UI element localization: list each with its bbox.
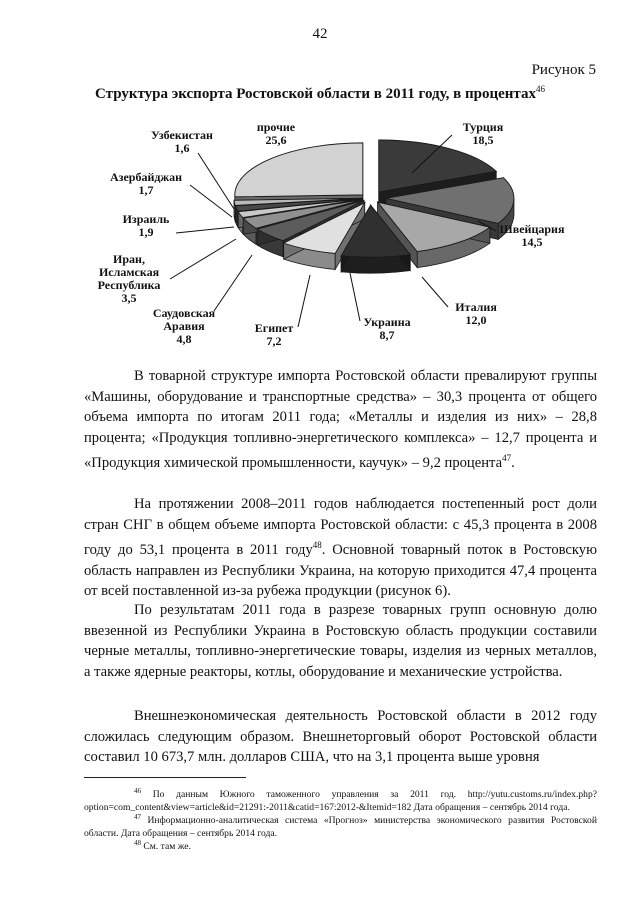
- footnote-48-number: 48: [134, 839, 141, 847]
- pie-label-7: [123, 212, 170, 239]
- pie-label-5-line-0: Саудовская: [152, 306, 216, 320]
- pie-label-3-line-1: 8,7: [379, 328, 395, 342]
- pie-leader-line-3: [350, 273, 360, 321]
- footnote-46: [84, 785, 597, 814]
- pie-label-5-line-2: 4,8: [176, 332, 192, 346]
- pie-label-2: [455, 300, 497, 327]
- paragraph-1-text: В товарной структуре импорта Ростовской области превалируют группы «Машины, оборудование и транспортные средства» – 30,3 процента от общего объема импорта по итогам 2011 года; «Металлы и изделия из них» – 28,8 процента; «Продукция топливно-энергетического комплекса» – 12,7 процента и «Продукция химической промышленности, каучук» – 9,2 процента: [84, 368, 597, 472]
- pie-label-8-line-0: Азербайджан: [109, 170, 183, 184]
- pie-label-9: [151, 128, 213, 155]
- pie-label-6-line-2: Республика: [97, 278, 161, 292]
- paragraph-2012-activity: Внешнеэкономическая деятельность Ростовской области в 2012 году сложилась следующим образом. Внешнеторговый оборот Ростовской области составил 10 673,7 млн. долларов США, что на 3,1 процента выше уровня: [84, 708, 597, 766]
- pie-label-1-line-0: Швейцария: [499, 222, 565, 236]
- footnote-ref-47: 47: [502, 453, 512, 464]
- pie-label-3: [363, 315, 410, 342]
- chart-title-text: Структура экспорта Ростовской области в 2011 году, в процентах: [95, 86, 536, 102]
- pie-label-9-line-0: Узбекистан: [151, 128, 213, 142]
- figure-label: Рисунок 5: [531, 62, 596, 78]
- pie-label-1: [500, 222, 565, 249]
- paragraph-cis-share: [84, 494, 597, 602]
- footnote-47-number: 47: [134, 813, 141, 821]
- footnote-47-text: Информационно-аналитическая система «Прогноз» министерства экономического развития Ростовской области. Дата обращения – сентябрь 2014 года.: [84, 815, 597, 840]
- pie-label-8-line-1: 1,7: [138, 183, 154, 197]
- footnote-ref-48: 48: [312, 540, 322, 551]
- pie-leader-line-7: [176, 227, 234, 233]
- footnote-46-number: 46: [134, 787, 141, 795]
- pie-label-0-line-0: Турция: [462, 120, 504, 134]
- pie-leader-line-8: [190, 185, 232, 217]
- paragraph-ukraine-goods: По результатам 2011 года в разрезе товарных групп основную долю ввезенной из Республики Украина в Ростовскую область продукции составили черные металлы, топливно-энергетические товары, изделия из черных металлов, а также ядерные реакторы, котлы, оборудование и механические устройства.: [84, 602, 597, 680]
- pie-label-8: [110, 170, 182, 197]
- pie-label-1-line-1: 14,5: [521, 235, 543, 249]
- pie-chart: [0, 105, 640, 360]
- pie-label-2-line-1: 12,0: [465, 313, 487, 327]
- pie-label-4-line-1: 7,2: [266, 334, 282, 348]
- pie-label-4-line-0: Египет: [254, 321, 294, 335]
- pie-label-3-line-0: Украина: [363, 315, 411, 329]
- paragraph-2-text: На протяжении 2008–2011 годов наблюдается постепенный рост доли стран СНГ в общем объеме импорта Ростовской области: с 45,3 процента в 2008 году до 53,1 процента в 2011 году: [84, 496, 597, 559]
- pie-label-5-line-1: Аравия: [163, 319, 205, 333]
- pie-label-5: [153, 306, 216, 346]
- pie-slices: [234, 140, 514, 273]
- footnote-48-text: См. там же.: [143, 841, 191, 853]
- paragraph-1-end: .: [511, 455, 515, 472]
- pie-label-0: [463, 120, 504, 147]
- pie-leader-line-4: [298, 275, 310, 327]
- footnote-46-text: По данным Южного таможенного управления за 2011 год. http://yutu.customs.ru/index.php?option=com_content&view=article&id=21291:-2011&catid=167:2012-&Itemid=182 Дата обращения – сентябрь 2014 года.: [84, 789, 597, 814]
- pie-label-4: [255, 321, 294, 348]
- paragraph-2-end: . Основной товарный поток в Ростовскую область направлен из Республики Украина, на которую приходится 47,4 процента от всей поставленной из-за рубежа продукции (рисунок 6).: [84, 542, 597, 600]
- pie-label-10-line-1: 25,6: [265, 133, 287, 147]
- pie-leader-line-9: [198, 153, 234, 209]
- pie-label-9-line-1: 1,6: [174, 141, 190, 155]
- pie-label-6-line-1: Исламская: [98, 265, 160, 279]
- pie-slice-top-10: [235, 143, 363, 197]
- pie-label-6-line-3: 3,5: [121, 291, 137, 305]
- pie-leader-line-6: [170, 239, 236, 279]
- footnote-divider: [84, 777, 246, 778]
- pie-label-7-line-1: 1,9: [138, 225, 154, 239]
- pie-label-0-line-1: 18,5: [472, 133, 494, 147]
- footnote-48: [84, 837, 597, 853]
- footnote-47: [84, 811, 597, 840]
- pie-leader-line-2: [422, 277, 448, 307]
- page-number: 42: [312, 26, 328, 42]
- pie-label-10-line-0: прочие: [256, 120, 296, 134]
- chart-title: [0, 84, 640, 103]
- pie-leader-line-5: [214, 255, 252, 311]
- paragraph-import-structure: [84, 366, 597, 474]
- pie-label-6-line-0: Иран,: [113, 252, 145, 266]
- chart-title-footnote-ref: 46: [535, 84, 545, 94]
- pie-label-10: [257, 120, 296, 147]
- pie-label-7-line-0: Израиль: [122, 212, 170, 226]
- pie-label-2-line-0: Италия: [455, 300, 497, 314]
- pie-label-6: [98, 252, 161, 305]
